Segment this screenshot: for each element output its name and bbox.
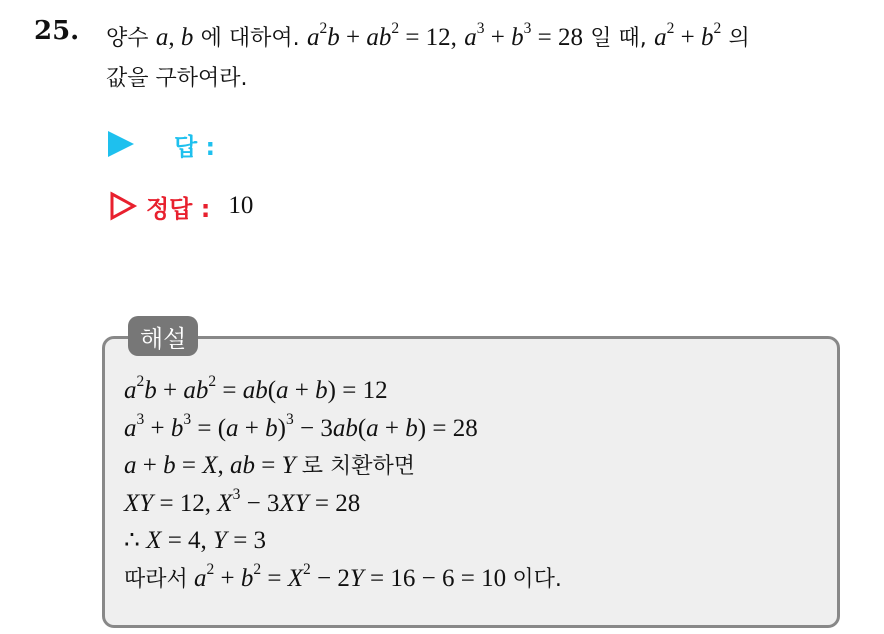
- correct-answer-value: 10: [228, 192, 254, 219]
- solid-play-triangle-icon: [108, 131, 134, 157]
- correct-answer-row: [108, 186, 253, 226]
- correct-answer-label: 정답 :: [146, 194, 211, 223]
- outline-play-triangle-icon: [108, 191, 138, 221]
- solution-line-3: a + b = X, ab = Y 로 치환하면: [124, 452, 416, 480]
- equation-2: $a^3 + b^3 = 28$: [464, 20, 583, 51]
- solution-line-4: XY = 12, $X^3 - 3XY = 28$: [124, 486, 361, 517]
- solution-line-2: $a^3 + b^3 = (a + b)^3 - 3ab(a + b) = 28$: [124, 410, 478, 442]
- target-expression: $a^2 + b^2$: [654, 20, 722, 51]
- solution-line-1: $a^2b + ab^2 = ab(a + b) = 12$: [124, 373, 388, 404]
- problem-line-2: 값을 구하여라.: [106, 66, 248, 91]
- answer-label: 답 :: [174, 132, 216, 161]
- solution-line-5: ∴ X = 4, Y = 3: [124, 527, 267, 555]
- problem-text: [106, 18, 876, 99]
- equation-1: $a^2b + ab^2 = 12$,: [306, 20, 457, 51]
- problem-line-1: 양수 a, b 에 대하여. $a^2b + ab^2 = 12$, $a^3 + b^3 = 28$ 일 때, $a^2 + b^2$ 의: [106, 20, 750, 51]
- problem-number: 25.: [34, 16, 80, 46]
- solution-tag: 해설: [128, 316, 198, 356]
- answer-row: [108, 124, 233, 164]
- solution-line-6: 따라서 $a^2 + b^2 = X^2 - 2Y = 16 - 6 = 10$ 이다.: [124, 561, 562, 592]
- solution-lines: [124, 372, 562, 598]
